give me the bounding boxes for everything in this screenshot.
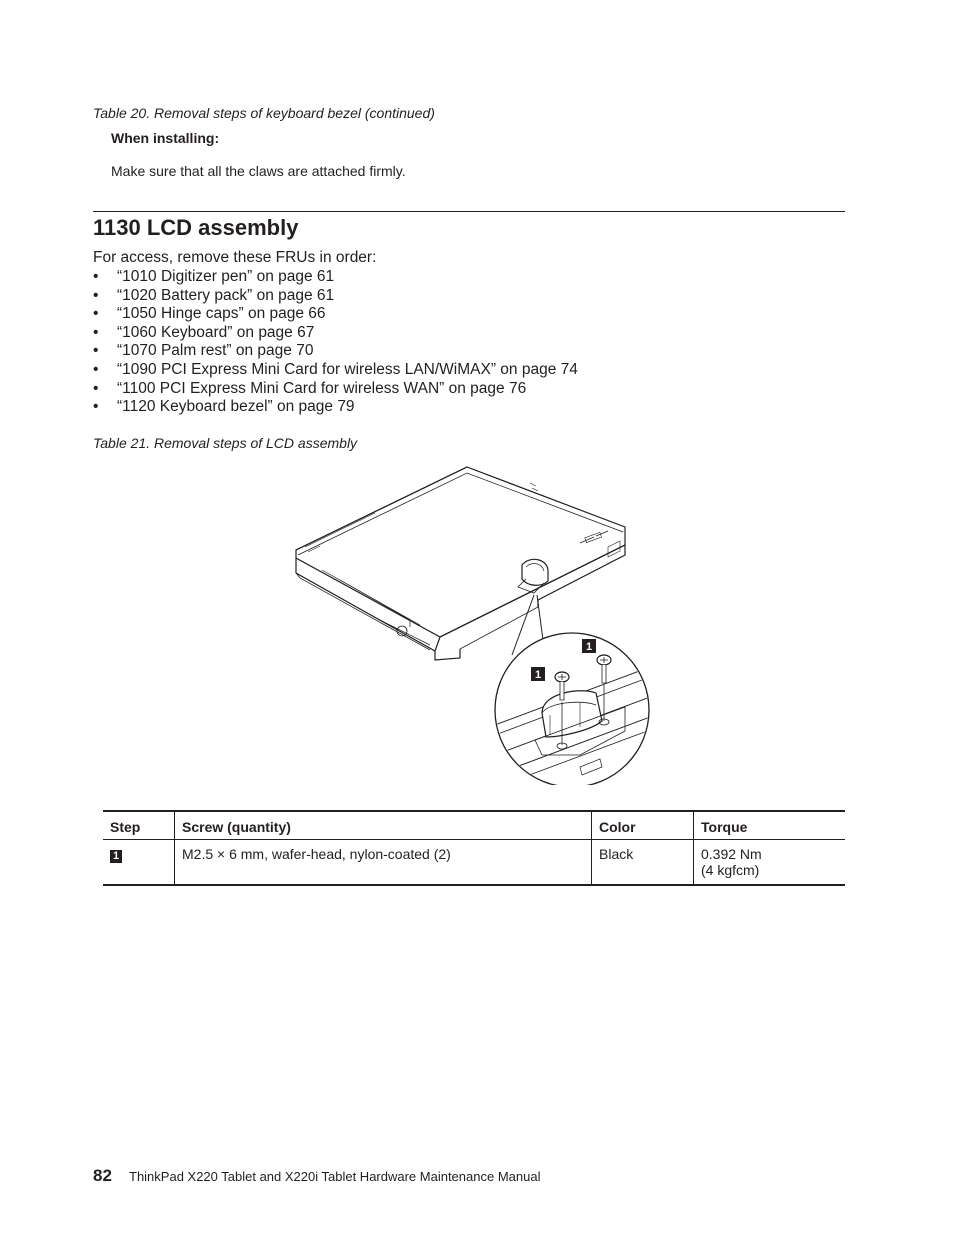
- fru-link[interactable]: “1120 Keyboard bezel” on page 79: [117, 398, 355, 416]
- fru-list-item: • “1010 Digitizer pen” on page 61: [93, 268, 335, 285]
- header-screw: Screw (quantity): [175, 811, 592, 840]
- section-title: 1130 LCD assembly: [93, 215, 299, 240]
- fru-link[interactable]: “1070 Palm rest” on page 70: [117, 342, 314, 360]
- table-header-row: [103, 811, 845, 840]
- header-color: Color: [592, 811, 694, 840]
- cell-step: [103, 840, 175, 886]
- manual-title: ThinkPad X220 Tablet and X220i Tablet Hardware Maintenance Manual: [129, 1169, 541, 1184]
- cell-torque: [694, 840, 846, 886]
- header-step: Step: [103, 811, 175, 840]
- section-rule: [93, 211, 845, 212]
- torque-nm: 0.392 Nm: [701, 846, 762, 862]
- removal-steps-table: [103, 810, 845, 886]
- fru-list-item: • “1020 Battery pack” on page 61: [93, 286, 335, 304]
- fru-link[interactable]: “1010 Digitizer pen” on page 61: [117, 268, 335, 285]
- step-badge: 1: [110, 850, 122, 863]
- callout-badge-1-lower: [531, 667, 545, 681]
- fru-link[interactable]: “1060 Keyboard” on page 67: [117, 323, 315, 341]
- zoom-detail: [495, 633, 650, 785]
- fru-list: [93, 268, 793, 417]
- svg-text:1: 1: [585, 641, 593, 653]
- fru-intro: For access, remove these FRUs in order:: [93, 249, 377, 266]
- callout-badge-1-upper: [582, 639, 596, 653]
- fru-list-item: • “1050 Hinge caps” on page 66: [93, 305, 326, 323]
- table-21-caption: Table 21. Removal steps of LCD assembly: [93, 435, 358, 451]
- fru-list-item: • “1100 PCI Express Mini Card for wireless WAN” on page 76: [93, 379, 527, 397]
- fru-link[interactable]: “1090 PCI Express Mini Card for wireless LAN/WiMAX” on page 74: [117, 360, 578, 378]
- laptop-illustration: [296, 467, 625, 660]
- fru-list-item: • “1120 Keyboard bezel” on page 79: [93, 398, 355, 416]
- header-torque: Torque: [694, 811, 846, 840]
- fru-link[interactable]: “1050 Hinge caps” on page 66: [117, 305, 326, 323]
- svg-text:1: 1: [534, 669, 542, 681]
- fru-link[interactable]: “1100 PCI Express Mini Card for wireless WAN” on page 76: [117, 379, 527, 397]
- fru-link[interactable]: “1020 Battery pack” on page 61: [117, 286, 335, 304]
- page-number: 82: [93, 1166, 112, 1185]
- when-installing-label: When installing:: [111, 130, 220, 146]
- fru-list-item: • “1070 Palm rest” on page 70: [93, 342, 314, 360]
- installing-instruction: Make sure that all the claws are attached firmly.: [111, 163, 406, 179]
- table-row: [103, 840, 845, 886]
- torque-kgfcm: (4 kgfcm): [701, 862, 760, 878]
- fru-list-item: • “1090 PCI Express Mini Card for wireless LAN/WiMAX” on page 74: [93, 360, 578, 378]
- lcd-assembly-figure: [280, 455, 660, 785]
- fru-list-item: • “1060 Keyboard” on page 67: [93, 323, 315, 341]
- cell-color: Black: [592, 840, 694, 886]
- cell-screw: M2.5 × 6 mm, wafer-head, nylon-coated (2): [175, 840, 592, 886]
- table-20-caption: Table 20. Removal steps of keyboard bezel (continued): [93, 105, 435, 121]
